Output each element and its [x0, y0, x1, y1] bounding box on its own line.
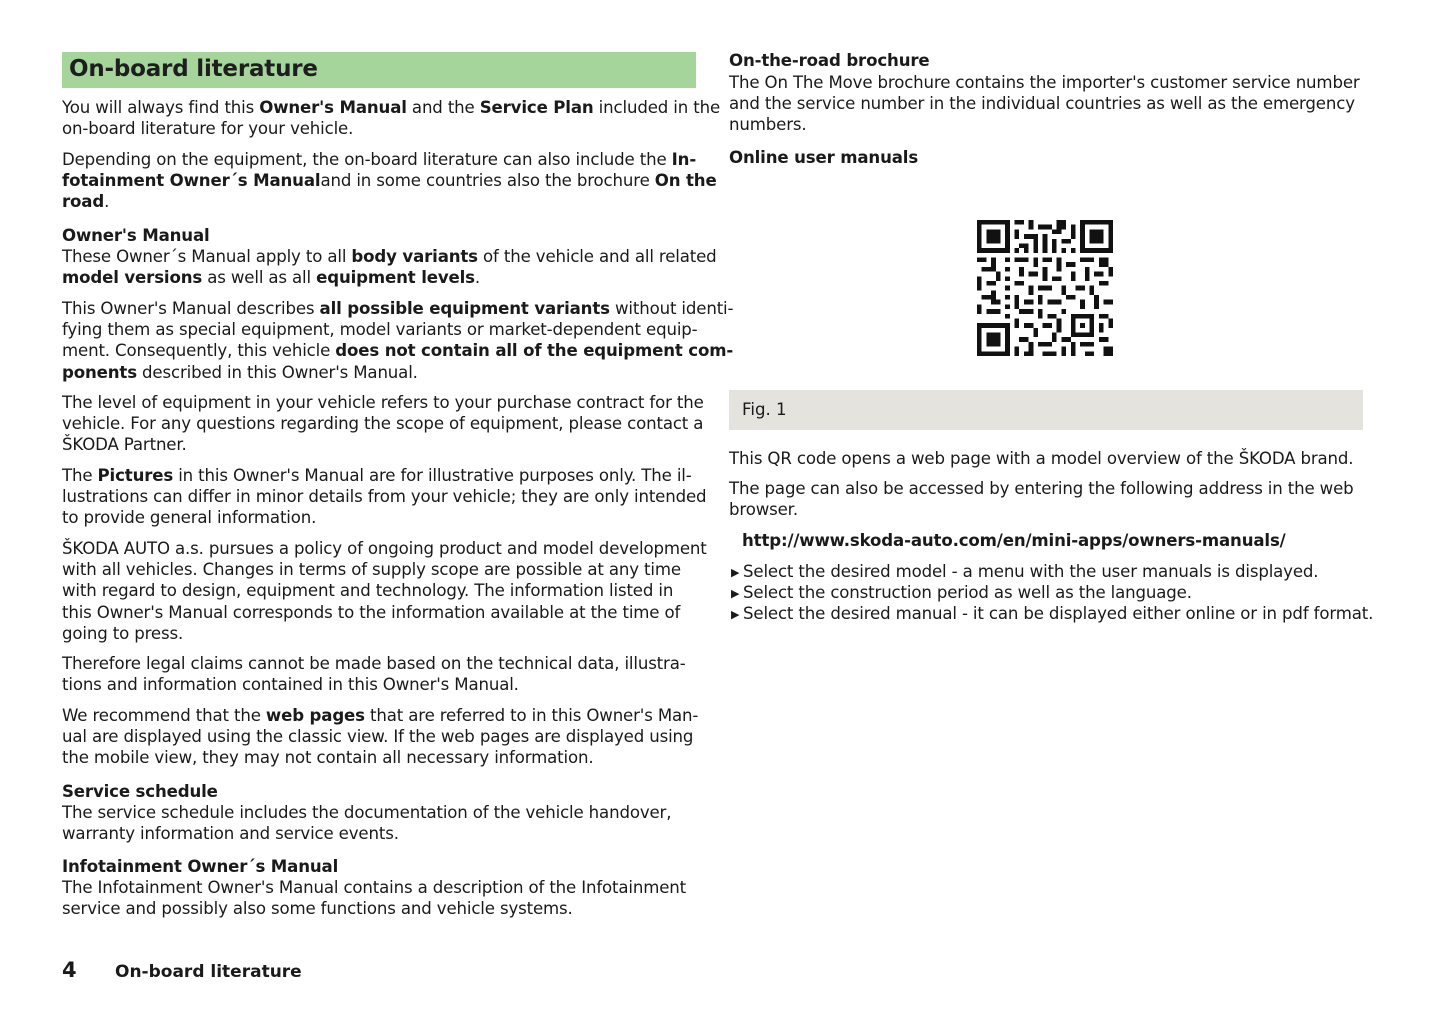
intro-paragraph: You will always find this Owner's Manual and the Service Plan included in the on-board literature for your vehicle. [62, 98, 720, 139]
service-schedule-paragraph: The service schedule includes the documentation of the vehicle handover, warranty information and service events. [62, 803, 672, 844]
web-pages-paragraph: We recommend that the web pages that are referred to in this Owner's Man- ual are displayed using the classic view. If the web pages are displayed using the mobile view, they may not contain all necessary information. [62, 706, 699, 768]
service-schedule-heading: Service schedule [62, 782, 218, 801]
list-item: ▶ Select the construction period as well as the language. [731, 582, 1192, 604]
on-the-move-paragraph: The On The Move brochure contains the importer's customer service number and the service number in the individual countries as well as the emergency numbers. [729, 73, 1360, 135]
list-item: ▶ Select the desired manual - it can be displayed either online or in pdf format. [731, 603, 1373, 625]
qr-description: This QR code opens a web page with a model overview of the ŠKODA brand. [729, 449, 1354, 468]
policy-paragraph: ŠKODA AUTO a.s. pursues a policy of ongoing product and model development with all vehicles. Changes in terms of supply scope are possible at any time with regard to design, equipment and technology. The information listed in this Owner's Manual corresponds to the information available at the time of going to press. [62, 539, 707, 643]
section-heading: On-board literature [62, 52, 696, 88]
owners-manual-heading: Owner's Manual [62, 226, 210, 245]
owners-manuals-link[interactable]: http://www.skoda-auto.com/en/mini-apps/owners-manuals/ [742, 531, 1286, 550]
bullet-arrow-icon: ▶ [731, 587, 740, 600]
figure-caption: Fig. 1 [729, 390, 1363, 430]
on-the-road-heading: On-the-road brochure [729, 51, 930, 70]
equipment-paragraph: Depending on the equipment, the on-board literature can also include the In- fotainment Owner´s Manualand in some countries also the brochure On the road. [62, 150, 717, 212]
pictures-paragraph: The Pictures in this Owner's Manual are for illustrative purposes only. The il- lustrations can differ in minor details from your vehicle; they are only intended to provide general information. [62, 466, 707, 528]
equipment-variants-paragraph: This Owner's Manual describes all possible equipment variants without identi- fying them as special equipment, model variants or market-dependent equip- ment. Consequently, this vehicle does not contain all of the equipment com- ponents described in this Owner's Manual. [62, 299, 734, 382]
infotainment-heading: Infotainment Owner´s Manual [62, 857, 339, 876]
page-number: 4 [62, 958, 77, 982]
infotainment-paragraph: The Infotainment Owner's Manual contains a description of the Infotainment service and possibly also some functions and vehicle systems. [62, 878, 687, 919]
address-paragraph: The page can also be accessed by entering the following address in the web browser. [729, 479, 1354, 520]
bullet-arrow-icon: ▶ [731, 566, 740, 579]
level-of-equipment-paragraph: The level of equipment in your vehicle refers to your purchase contract for the vehicle. For any questions regarding the scope of equipment, please contact a ŠKODA Partner. [62, 393, 704, 455]
qr-code-icon[interactable] [977, 220, 1113, 356]
legal-claims-paragraph: Therefore legal claims cannot be made based on the technical data, illustra- tions and information contained in this Owner's Manual. [62, 654, 686, 695]
footer-section-title: On-board literature [115, 962, 302, 982]
list-item: ▶ Select the desired model - a menu with the user manuals is displayed. [731, 561, 1318, 583]
bullet-arrow-icon: ▶ [731, 608, 740, 621]
body-variants-paragraph: These Owner´s Manual apply to all body variants of the vehicle and all related model versions as well as all equipment levels. [62, 247, 717, 288]
online-manuals-heading: Online user manuals [729, 148, 919, 167]
